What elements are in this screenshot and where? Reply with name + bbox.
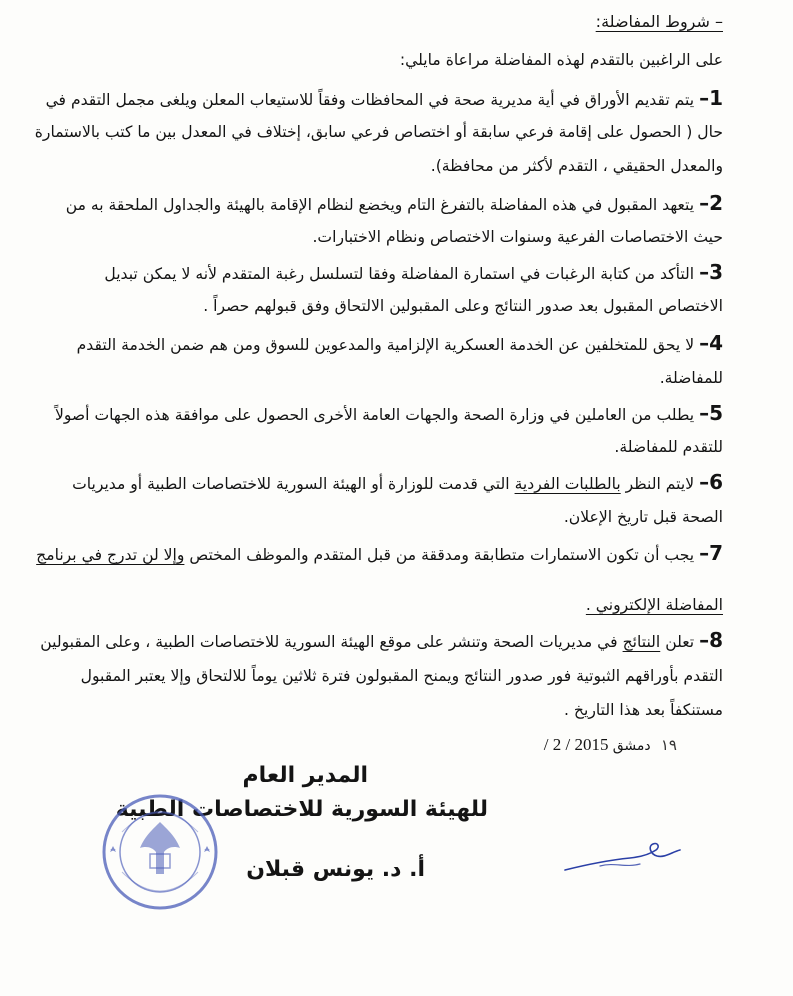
section-heading: – شروط المفاضلة:	[595, 12, 723, 31]
condition-4-number: 4–	[699, 331, 723, 355]
condition-8-text-b: في مديريات الصحة وتنشر على موقع الهيئة السورية للاختصاصات الطبية ، وعلى المقبولين	[40, 633, 623, 651]
condition-1-text: يتم تقديم الأوراق في أية مديرية صحة في المحافظات وفقاً للاستيعاب المعلن ويلغى مجمل التقدم في	[45, 91, 695, 109]
condition-8-line-1	[40, 630, 723, 652]
condition-5-line-1	[55, 403, 723, 425]
condition-1-line-3: والمعدل الحقيقي ، التقدم لأكثر من محافظة).	[430, 157, 723, 175]
condition-2-text: يتعهد المقبول في هذه المفاضلة بالتفرغ التام ويخضع لنظام الإقامة بالهيئة والجداول الملحقة به من	[65, 196, 695, 214]
condition-8-line-2: التقدم بأوراقهم الثبوتية فور صدور النتائج ويمنح المقبولون فترة ثلاثين يوماً للالتحاق وإلا يعتبر المقبول	[80, 667, 723, 685]
condition-6-text-b: التي قدمت للوزارة أو الهيئة السورية للاختصاصات الطبية أو مديريات	[72, 475, 515, 493]
date-rest: / 2 / 2015	[543, 735, 609, 754]
condition-4-text: لا يحق للمتخلفين عن الخدمة العسكرية الإلزامية والمدعوين للسوق ومن هم ضمن الخدمة التقدم	[76, 336, 695, 354]
condition-8-line-3: مستنكفاً بعد هذا التاريخ .	[564, 701, 723, 719]
signatory-organization: للهيئة السورية للاختصاصات الطبية	[115, 797, 488, 822]
condition-6-text-a: لايتم النظر	[620, 475, 695, 493]
condition-2-line-1	[66, 193, 723, 215]
condition-8-underlined-text: النتائج	[622, 633, 661, 651]
date-day-handwritten: ١٩	[660, 736, 677, 754]
condition-6-underlined-text: بالطلبات الفردية	[514, 475, 621, 493]
condition-6-line-2: الصحة قبل تاريخ الإعلان.	[563, 508, 723, 526]
condition-8-text-a: تعلن	[660, 633, 695, 651]
date-city: دمشق	[612, 738, 651, 754]
condition-3-text: التأكد من كتابة الرغبات في استمارة المفاضلة وفقا لتسلسل رغبة المتقدم لأنه لا يمكن تبديل	[104, 265, 695, 283]
condition-5-text: يطلب من العاملين في وزارة الصحة والجهات العامة الأخرى الحصول على موافقة هذه الجهات أصولاً	[54, 406, 695, 424]
signatory-name: أ. د. يونس قبلان	[246, 857, 425, 882]
condition-1-line-2: حال ( الحصول على إقامة فرعي سابقة أو اختصاص فرعي سابق، إختلاف في المعدل بين ما كتب بالاستمارة	[34, 123, 723, 141]
condition-7-text-a: يجب أن تكون الاستمارات متطابقة ومدققة من قبل المتقدم والموظف المختص	[184, 546, 695, 564]
condition-7-line-1	[36, 543, 723, 565]
condition-1-line-1	[46, 88, 723, 110]
date-line	[544, 735, 683, 755]
condition-5-number: 5–	[699, 401, 723, 425]
condition-7-line-2: المفاضلة الإلكتروني .	[585, 596, 723, 614]
condition-4-line-1	[77, 333, 723, 355]
intro-text: على الراغبين بالتقدم لهذه المفاضلة مراعاة مايلي:	[399, 51, 723, 69]
condition-1-number: 1–	[699, 86, 723, 110]
condition-3-line-1	[104, 262, 723, 284]
signatory-title: المدير العام	[242, 763, 368, 788]
condition-7-underlined-text: وإلا لن تدرج في برنامج	[36, 546, 185, 564]
handwritten-signature-icon	[560, 830, 690, 880]
condition-2-number: 2–	[699, 191, 723, 215]
condition-5-line-2: للتقدم للمفاضلة.	[614, 438, 723, 456]
condition-6-line-1	[72, 472, 723, 494]
condition-3-line-2: الاختصاص المقبول بعد صدور النتائج وعلى المقبولين الالتحاق وفق قبولهم حصراً .	[203, 297, 723, 315]
condition-3-number: 3–	[699, 260, 723, 284]
official-stamp-icon	[100, 792, 220, 912]
condition-2-line-2: حيث الاختصاصات الفرعية وسنوات الاختصاص ونظام الاختبارات.	[312, 228, 723, 246]
condition-7-number: 7–	[699, 541, 723, 565]
condition-6-number: 6–	[699, 470, 723, 494]
condition-4-line-2: للمفاضلة.	[659, 369, 723, 387]
condition-8-number: 8–	[699, 628, 723, 652]
